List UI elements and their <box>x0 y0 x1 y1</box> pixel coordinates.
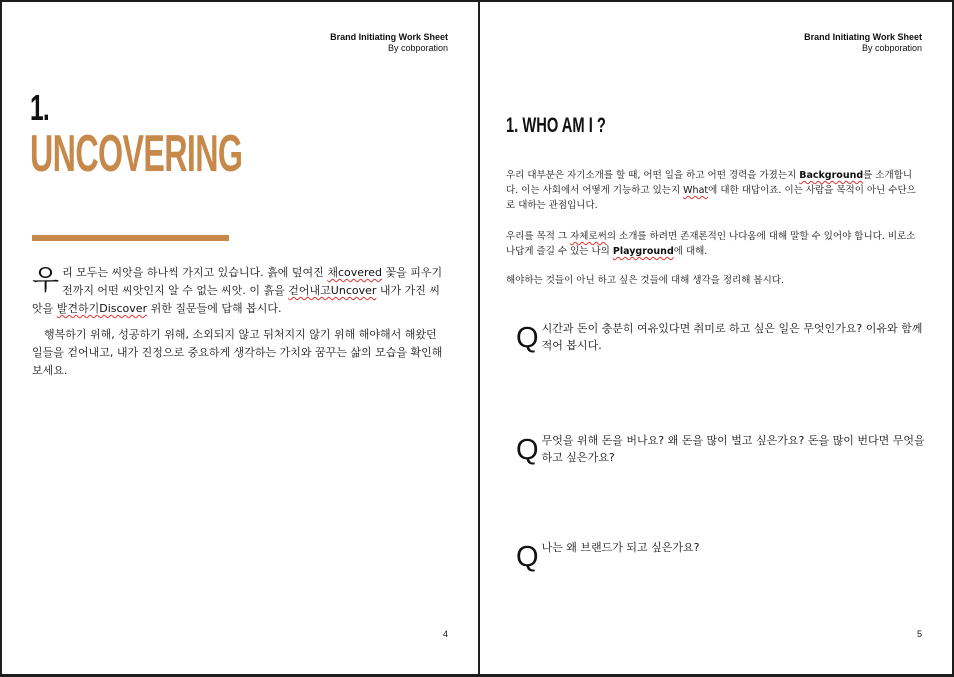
second-paragraph: 행복하기 위해, 성공하기 위해, 소외되지 않고 뒤처지지 않기 위해 해야해서 해왔던 일들을 걷어내고, 내가 진정으로 중요하게 생각하는 가치와 꿈꾸는 삶의 모습을 확인해 보세요. <box>32 328 443 377</box>
q-letter: Q <box>516 541 539 573</box>
spellcheck-word: Playground <box>612 246 674 257</box>
page-number: 5 <box>916 629 922 639</box>
drop-cap: 우 <box>32 263 60 296</box>
text-run: 를 소개합니다. 이는 사회에서 어떻게 기능하고 있는지 <box>506 170 913 196</box>
question-3 <box>516 539 926 571</box>
text-run: 리 모두는 씨앗을 하나씩 가지고 있습니다. 흙에 덮여진 <box>62 266 328 279</box>
header-subtitle: By cobporation <box>861 43 922 53</box>
question-text: 무엇을 위해 돈을 버나요? 왜 돈을 많이 벌고 싶은가요? 돈을 많이 번다면 무엇을 하고 싶은가요? <box>541 434 925 464</box>
header-subtitle: By cobporation <box>387 43 448 53</box>
header-title: Brand Initiating Work Sheet <box>804 32 922 42</box>
spellcheck-word: 걷어내고Uncover <box>288 284 377 297</box>
chapter-title: UNCOVERING <box>30 125 243 183</box>
page-header <box>804 32 922 54</box>
page-5 <box>480 2 952 674</box>
spellcheck-word: What <box>683 185 709 196</box>
section-title: 1. WHO AM I ? <box>506 114 606 137</box>
question-2 <box>516 432 926 466</box>
text-run: 꽃을 피우기 전까지 어떤 씨앗인지 알 수 없는 씨앗. 이 흙을 <box>62 266 443 297</box>
text-run: 의 소개를 하려면 존재론적인 나다움에 대해 말할 수 있어야 합니다. 비로소 나답게 즐길 수 있는 나의 <box>506 231 916 257</box>
page-4 <box>2 2 478 674</box>
chapter-number: 1. <box>30 87 50 128</box>
page-header <box>330 32 448 54</box>
question-text: 시간과 돈이 충분히 여유있다면 취미로 하고 싶은 일은 무엇인가요? 이유와 함께 적어 봅시다. <box>541 322 923 352</box>
text-run: 우리를 목적 그 <box>506 231 571 242</box>
intro-paragraph-2 <box>506 229 922 259</box>
spellcheck-word: 자체로써 <box>570 231 607 242</box>
text-run: 에 대해. <box>673 246 708 257</box>
text-run: 에 대한 대답이죠. 이는 사람을 목적이 아닌 수단으로 대하는 관점입니다. <box>506 185 916 211</box>
spellcheck-word: 발견하기Discover <box>56 302 148 315</box>
page-number: 4 <box>442 629 448 639</box>
intro-paragraph-1 <box>506 168 922 213</box>
intro-paragraph <box>32 264 446 318</box>
intro-paragraph-3: 해야하는 것들이 아닌 하고 싶은 것들에 대해 생각을 정리해 봅시다. <box>506 275 784 286</box>
q-letter: Q <box>516 434 539 466</box>
spellcheck-word: Background <box>799 170 864 181</box>
text-run: 우리 대부분은 자기소개를 할 때, 어떤 일을 하고 어떤 경력을 가졌는지 <box>506 170 800 181</box>
text-run: 내가 가진 씨앗을 <box>32 284 441 315</box>
spellcheck-word: 채covered <box>327 266 383 279</box>
header-title: Brand Initiating Work Sheet <box>330 32 448 42</box>
question-1 <box>516 320 926 354</box>
text-run: 위한 질문들에 답해 봅시다. <box>147 302 282 315</box>
accent-divider <box>32 235 229 241</box>
question-text: 나는 왜 브랜드가 되고 싶은가요? <box>541 541 700 554</box>
q-letter: Q <box>516 322 539 354</box>
